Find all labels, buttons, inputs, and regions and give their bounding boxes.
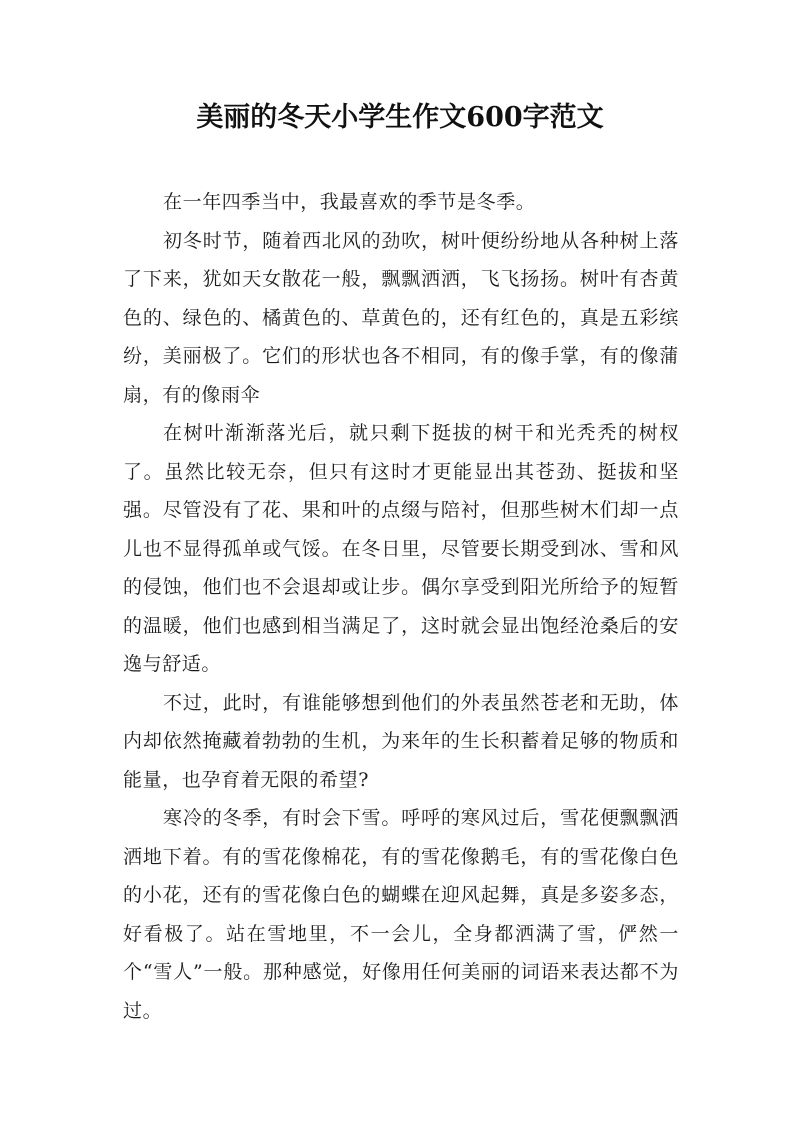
document-title: 美丽的冬天小学生作文600字范文 [196, 102, 604, 133]
paragraph-4: 不过，此时，有谁能够想到他们的外表虽然苍老和无助，体内却依然掩藏着勃勃的生机，为来年的生长积蓄着足够的物质和能量，也孕育着无限的希望? [123, 691, 679, 791]
paragraph-3: 在树叶渐渐落光后，就只剩下挺拔的树干和光秃秃的树杈了。虽然比较无奈，但只有这时才更能显出其苍劲、挺拔和坚强。尽管没有了花、果和叶的点缀与陪衬，但那些树木们却一点儿也不显得孤单或气馁。在冬日里，尽管要长期受到冰、雪和风的侵蚀，他们也不会退却或让步。偶尔享受到阳光所给予的短暂的温暖，他们也感到相当满足了，这时就会显出饱经沧桑后的安逸与舒适。 [123, 422, 679, 675]
paragraph-1: 在一年四季当中，我最喜欢的季节是冬季。 [163, 191, 536, 213]
document-body [123, 183, 679, 1030]
paragraph-2: 初冬时节，随着西北风的劲吹，树叶便纷纷地从各种树上落了下来，犹如天女散花一般，飘飘洒洒，飞飞扬扬。树叶有杏黄色的、绿色的、橘黄色的、草黄色的，还有红色的，真是五彩缤纷，美丽极了。它们的形状也各不相同，有的像手掌，有的像蒲扇，有的像雨伞 [123, 229, 679, 406]
paragraph-5: 寒冷的冬季，有时会下雪。呼呼的寒风过后，雪花便飘飘洒洒地下着。有的雪花像棉花，有的雪花像鹅毛，有的雪花像白色的小花，还有的雪花像白色的蝴蝶在迎风起舞，真是多姿多态，好看极了。站在雪地里，不一会儿，全身都洒满了雪，俨然一个“雪人”一般。那种感觉，好像用任何美丽的词语来表达都不为过。 [123, 807, 679, 1022]
